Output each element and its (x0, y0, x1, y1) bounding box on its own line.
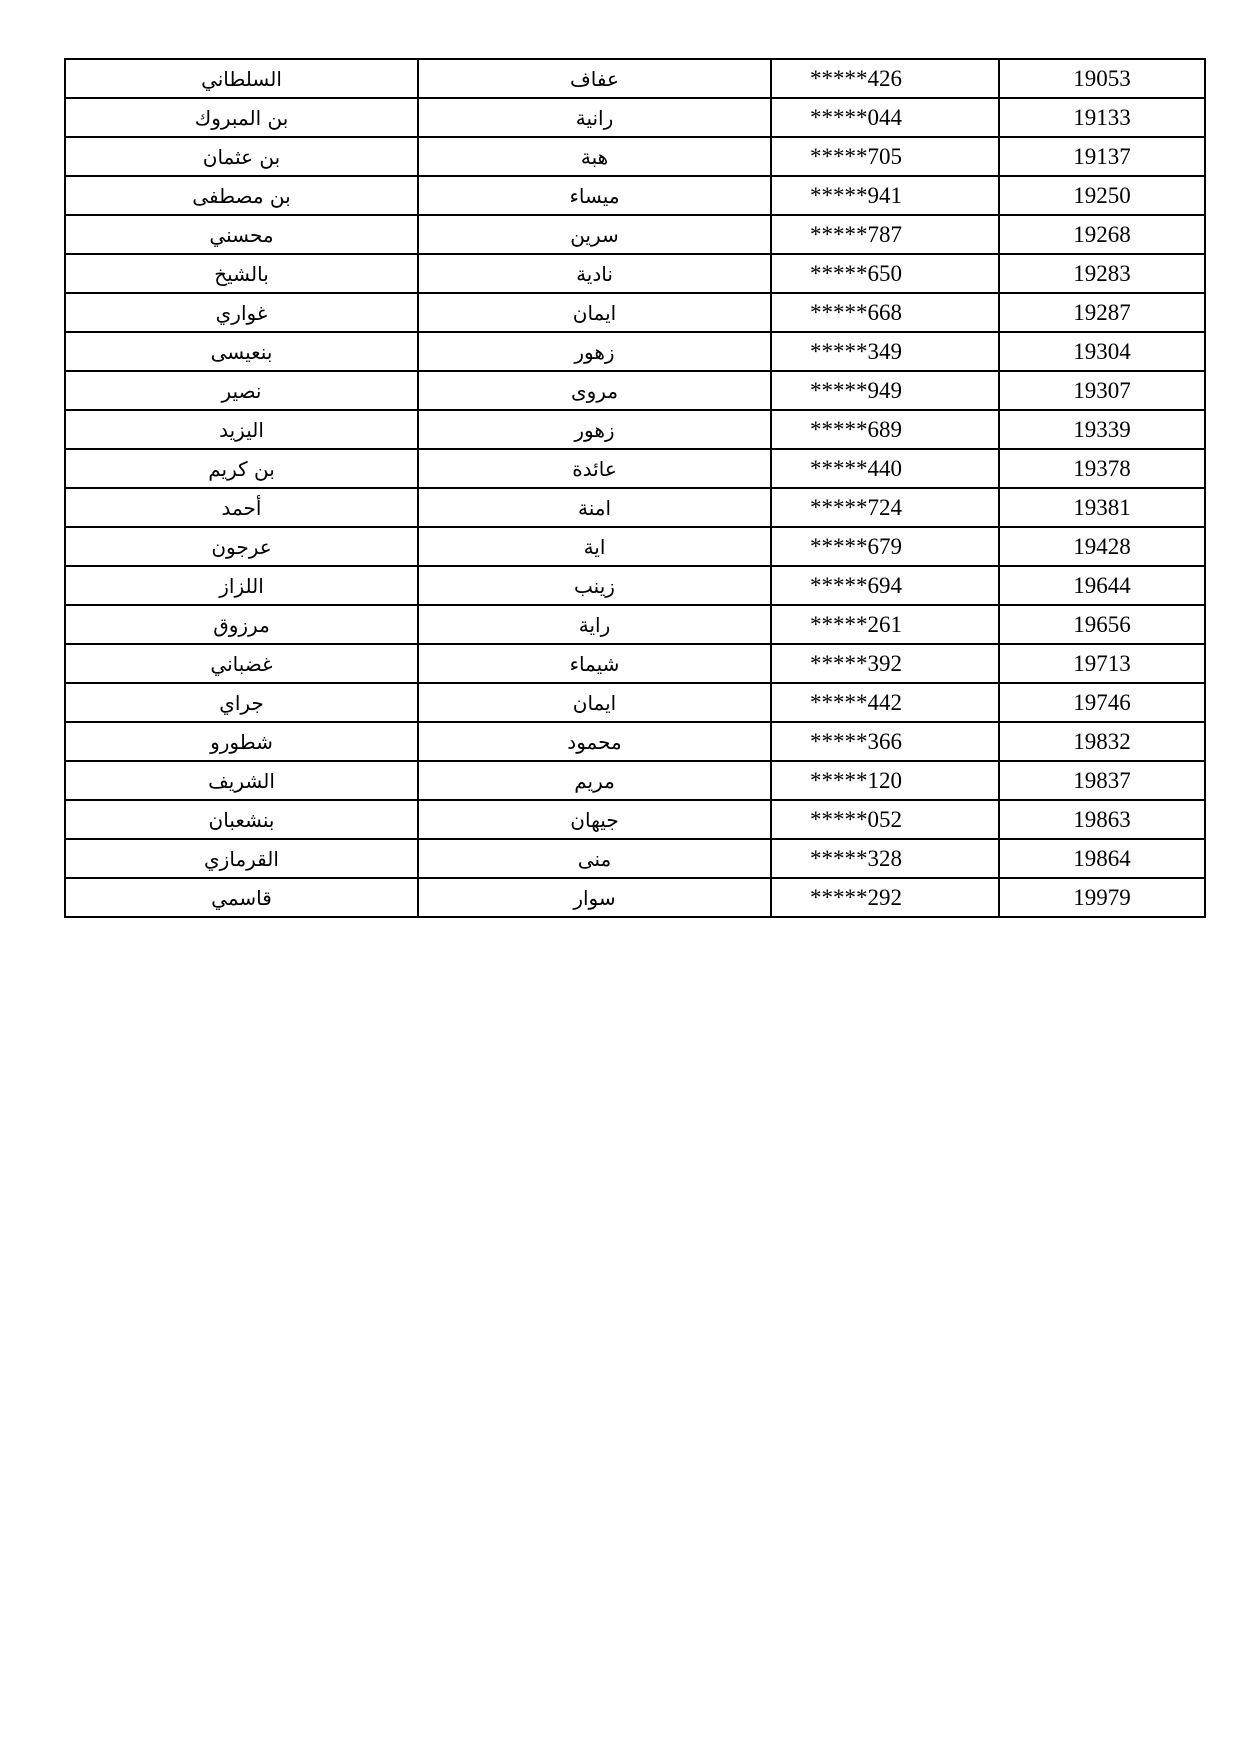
table-row (65, 527, 1205, 566)
first-name-cell: هبة (418, 137, 771, 176)
id-cell: 19381 (999, 488, 1205, 527)
table-row (65, 761, 1205, 800)
masked-number-cell: *****705 (771, 137, 999, 176)
surname-cell: قاسمي (65, 878, 418, 917)
table-row (65, 449, 1205, 488)
masked-number-cell: *****044 (771, 98, 999, 137)
id-cell: 19283 (999, 254, 1205, 293)
first-name-cell: زينب (418, 566, 771, 605)
surname-cell: السلطاني (65, 59, 418, 98)
first-name-cell: جيهان (418, 800, 771, 839)
surname-cell: الشريف (65, 761, 418, 800)
first-name-cell: ايمان (418, 293, 771, 332)
masked-number-cell: *****328 (771, 839, 999, 878)
first-name-cell: سرين (418, 215, 771, 254)
id-cell: 19250 (999, 176, 1205, 215)
id-cell: 19053 (999, 59, 1205, 98)
surname-cell: نصير (65, 371, 418, 410)
first-name-cell: منى (418, 839, 771, 878)
surname-cell: اللزاز (65, 566, 418, 605)
masked-number-cell: *****392 (771, 644, 999, 683)
first-name-cell: شيماء (418, 644, 771, 683)
first-name-cell: امنة (418, 488, 771, 527)
surname-cell: مرزوق (65, 605, 418, 644)
masked-number-cell: *****694 (771, 566, 999, 605)
first-name-cell: راية (418, 605, 771, 644)
masked-number-cell: *****724 (771, 488, 999, 527)
table-row (65, 839, 1205, 878)
id-cell: 19307 (999, 371, 1205, 410)
surname-cell: غضباني (65, 644, 418, 683)
id-cell: 19428 (999, 527, 1205, 566)
id-cell: 19832 (999, 722, 1205, 761)
masked-number-cell: *****292 (771, 878, 999, 917)
masked-number-cell: *****261 (771, 605, 999, 644)
id-cell: 19133 (999, 98, 1205, 137)
id-cell: 19979 (999, 878, 1205, 917)
masked-number-cell: *****650 (771, 254, 999, 293)
table-row (65, 59, 1205, 98)
table-row (65, 800, 1205, 839)
table-row (65, 605, 1205, 644)
id-cell: 19287 (999, 293, 1205, 332)
surname-cell: شطورو (65, 722, 418, 761)
masked-number-cell: *****787 (771, 215, 999, 254)
first-name-cell: سوار (418, 878, 771, 917)
first-name-cell: زهور (418, 410, 771, 449)
first-name-cell: اية (418, 527, 771, 566)
id-cell: 19837 (999, 761, 1205, 800)
id-cell: 19378 (999, 449, 1205, 488)
surname-cell: القرمازي (65, 839, 418, 878)
id-cell: 19304 (999, 332, 1205, 371)
surname-cell: بن كريم (65, 449, 418, 488)
surname-cell: بن عثمان (65, 137, 418, 176)
id-cell: 19864 (999, 839, 1205, 878)
id-cell: 19863 (999, 800, 1205, 839)
first-name-cell: عائدة (418, 449, 771, 488)
table-row (65, 410, 1205, 449)
surname-cell: بالشيخ (65, 254, 418, 293)
table-row (65, 332, 1205, 371)
masked-number-cell: *****349 (771, 332, 999, 371)
surname-cell: عرجون (65, 527, 418, 566)
table-row (65, 488, 1205, 527)
first-name-cell: ايمان (418, 683, 771, 722)
masked-number-cell: *****120 (771, 761, 999, 800)
masked-number-cell: *****442 (771, 683, 999, 722)
id-cell: 19268 (999, 215, 1205, 254)
first-name-cell: عفاف (418, 59, 771, 98)
masked-number-cell: *****941 (771, 176, 999, 215)
first-name-cell: رانية (418, 98, 771, 137)
id-cell: 19746 (999, 683, 1205, 722)
id-cell: 19644 (999, 566, 1205, 605)
table-row (65, 371, 1205, 410)
table-row (65, 722, 1205, 761)
masked-number-cell: *****668 (771, 293, 999, 332)
masked-number-cell: *****052 (771, 800, 999, 839)
masked-number-cell: *****689 (771, 410, 999, 449)
surname-cell: بن مصطفى (65, 176, 418, 215)
surname-cell: محسني (65, 215, 418, 254)
masked-number-cell: *****440 (771, 449, 999, 488)
first-name-cell: زهور (418, 332, 771, 371)
table-row (65, 98, 1205, 137)
table-row (65, 683, 1205, 722)
table-row (65, 176, 1205, 215)
table-row (65, 644, 1205, 683)
surname-cell: اليزيد (65, 410, 418, 449)
records-table (64, 58, 1206, 918)
table-row (65, 254, 1205, 293)
surname-cell: بنشعبان (65, 800, 418, 839)
id-cell: 19656 (999, 605, 1205, 644)
masked-number-cell: *****366 (771, 722, 999, 761)
masked-number-cell: *****426 (771, 59, 999, 98)
surname-cell: بنعيسى (65, 332, 418, 371)
table-row (65, 293, 1205, 332)
id-cell: 19713 (999, 644, 1205, 683)
id-cell: 19339 (999, 410, 1205, 449)
first-name-cell: مروى (418, 371, 771, 410)
first-name-cell: ميساء (418, 176, 771, 215)
surname-cell: أحمد (65, 488, 418, 527)
masked-number-cell: *****679 (771, 527, 999, 566)
masked-number-cell: *****949 (771, 371, 999, 410)
table-row (65, 215, 1205, 254)
surname-cell: غواري (65, 293, 418, 332)
table-row (65, 566, 1205, 605)
surname-cell: بن المبروك (65, 98, 418, 137)
records-table-body (65, 59, 1205, 917)
table-row (65, 878, 1205, 917)
first-name-cell: محمود (418, 722, 771, 761)
id-cell: 19137 (999, 137, 1205, 176)
first-name-cell: مريم (418, 761, 771, 800)
surname-cell: جراي (65, 683, 418, 722)
table-row (65, 137, 1205, 176)
first-name-cell: نادية (418, 254, 771, 293)
